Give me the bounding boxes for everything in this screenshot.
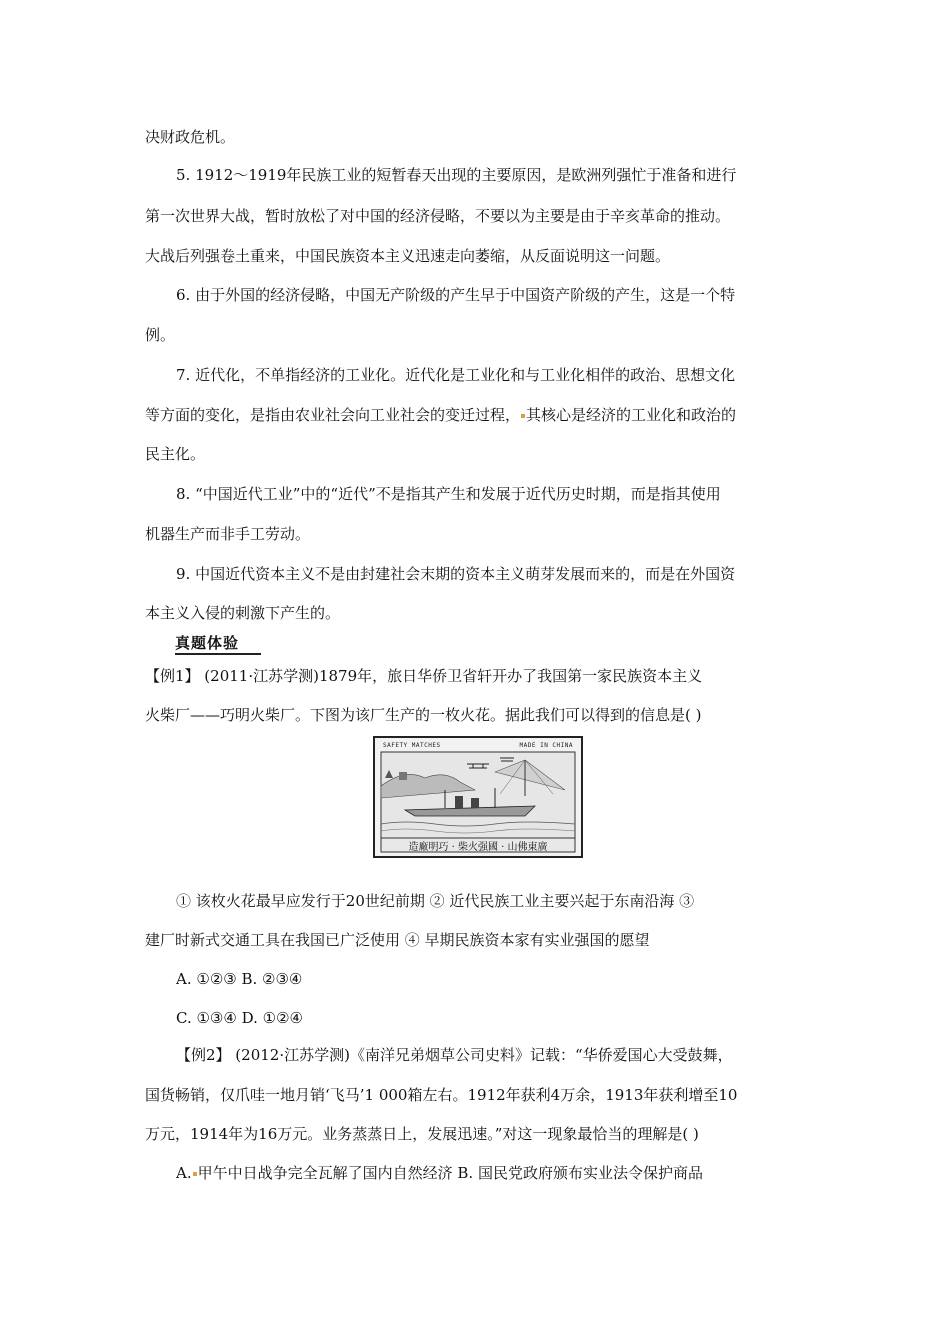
example-2-line: 【例2】 (2012·江苏学测)《南洋兄弟烟草公司史料》记载：“华侨爱国心大受鼓舞， — [176, 1046, 733, 1064]
text-line — [145, 405, 736, 425]
text-line: 民主化。 — [145, 445, 206, 463]
section-badge-label: 真题体验 — [175, 634, 240, 652]
text-line: 第一次世界大战，暂时放松了对中国的经济侵略，不要以为主要是由于辛亥革命的推动。 — [145, 207, 731, 225]
section-badge — [175, 634, 261, 656]
mark-dot-icon — [193, 1172, 197, 1176]
text-segment: 其核心是经济的工业化和政治的 — [526, 406, 737, 424]
example-1-line: 【例1】 (2011·江苏学测)1879年，旅日华侨卫省轩开办了我国第一家民族资本主义 — [145, 667, 703, 685]
item-9-line: 9. 中国近代资本主义不是由封建社会末期的资本主义萌芽发展而来的，而是在外国资 — [176, 565, 736, 583]
text-line: 例。 — [145, 326, 176, 344]
matchbox-label-image — [373, 736, 583, 858]
options-text: 甲午中日战争完全瓦解了国内自然经济 B. 国民党政府颁布实业法令保护商品 — [197, 1164, 703, 1182]
text-line: 决财政危机。 — [145, 128, 236, 146]
item-6-line: 6. 由于外国的经济侵略，中国无产阶级的产生早于中国资产阶级的产生，这是一个特 — [176, 286, 736, 304]
item-7-line: 7. 近代化，不单指经济的工业化。近代化是工业化和与工业化相伴的政治、思想文化 — [176, 366, 736, 384]
options-line: ① 该枚火花最早应发行于20世纪前期 ② 近代民族工业主要兴起于东南沿海 ③ — [176, 892, 695, 910]
matchbox-header-left: SAFETY MATCHES — [383, 742, 441, 749]
matchbox-header-right: MADE IN CHINA — [519, 742, 573, 749]
text-segment: 等方面的变化，是指由农业社会向工业社会的变迁过程， — [145, 406, 521, 424]
text-line: 火柴厂——巧明火柴厂。下图为该厂生产的一枚火花。据此我们可以得到的信息是( ) — [145, 706, 702, 724]
matchbox-caption: 造廠明巧 · 柴火强國 · 山佛東廣 — [408, 842, 548, 853]
option-a-label: A. — [176, 1164, 192, 1182]
answer-options-cd: C. ①③④ D. ①②④ — [176, 1009, 303, 1027]
answer-options-ab: A. ①②③ B. ②③④ — [176, 970, 303, 988]
text-line: 机器生产而非手工劳动。 — [145, 525, 311, 543]
text-line: 国货畅销，仅爪哇一地月销‘飞马’1 000箱左右。1912年获利4万余，1913年获利增至10 — [145, 1086, 738, 1104]
text-line: 大战后列强卷土重来，中国民族资本主义迅速走向萎缩，从反面说明这一问题。 — [145, 247, 671, 265]
text-line: 万元，1914年为16万元。业务蒸蒸日上，发展迅速。”对这一现象最恰当的理解是( ) — [145, 1125, 699, 1143]
text-line: 建厂时新式交通工具在我国已广泛使用 ④ 早期民族资本家有实业强国的愿望 — [145, 931, 650, 949]
item-8-line: 8. “中国近代工业”中的“近代”不是指其产生和发展于近代历史时期，而是指其使用 — [176, 485, 721, 503]
mark-dot-icon — [521, 414, 525, 418]
answer-options-line — [176, 1163, 703, 1183]
item-5-line: 5. 1912～1919年民族工业的短暂春天出现的主要原因，是欧洲列强忙于准备和进行 — [176, 166, 737, 184]
section-badge-underline — [175, 653, 261, 655]
text-line: 本主义入侵的刺激下产生的。 — [145, 604, 341, 622]
